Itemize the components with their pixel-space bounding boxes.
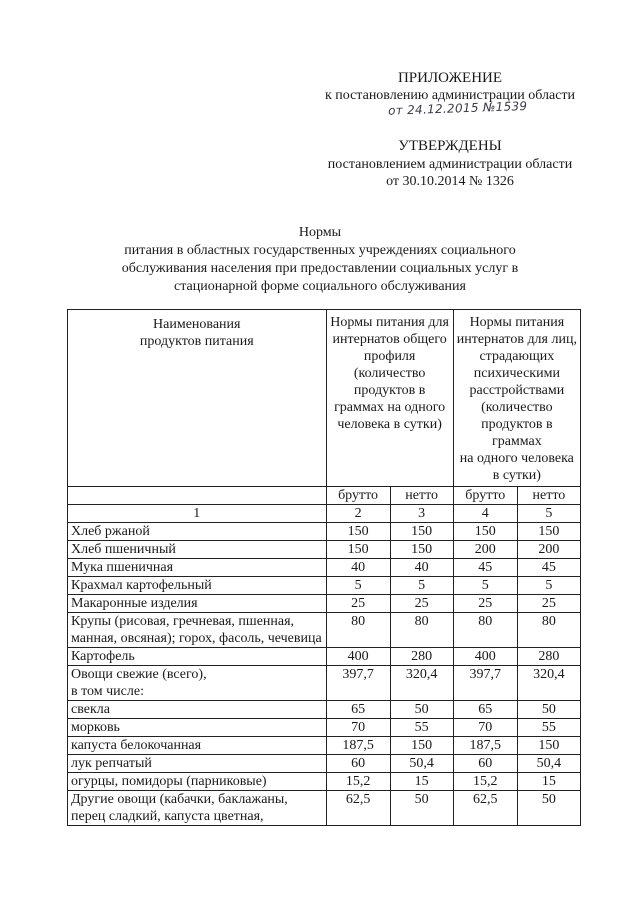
brutto-general-cell: 150 <box>326 541 390 559</box>
table-row <box>68 523 581 541</box>
brutto-general-cell: 150 <box>326 523 390 541</box>
brutto-mental-cell: 80 <box>453 613 517 648</box>
table-row <box>68 577 581 595</box>
product-name-cell: свекла <box>68 701 327 719</box>
brutto-mental-cell: 25 <box>453 595 517 613</box>
appendix-subtitle: к постановлению администрации области <box>324 88 576 103</box>
netto-mental-cell: 45 <box>517 559 580 577</box>
table-row <box>68 613 581 648</box>
netto-mental-cell: 150 <box>517 737 580 755</box>
netto-general-cell: 320,4 <box>390 666 453 701</box>
index-cell: 2 <box>326 505 390 523</box>
netto-mental-cell: 280 <box>517 648 580 666</box>
product-name-cell: Другие овощи (кабачки, баклажаны, перец сладкий, капуста цветная, <box>68 791 327 826</box>
table-row <box>68 559 581 577</box>
netto-mental-cell: 80 <box>517 613 580 648</box>
table-row <box>68 595 581 613</box>
brutto-mental-cell: 15,2 <box>453 773 517 791</box>
subheader-empty-cell <box>68 487 327 505</box>
subheader-brutto-general: брутто <box>326 487 390 505</box>
product-name-cell: Картофель <box>68 648 327 666</box>
brutto-general-cell: 62,5 <box>326 791 390 826</box>
brutto-mental-cell: 65 <box>453 701 517 719</box>
netto-mental-cell: 200 <box>517 541 580 559</box>
header-general-norms-cell: Нормы питания для интернатов общего профиля (количество продуктов в граммах на одного человека в сутки) <box>326 310 453 487</box>
product-name-cell: Мука пшеничная <box>68 559 327 577</box>
brutto-general-cell: 80 <box>326 613 390 648</box>
brutto-mental-cell: 397,7 <box>453 666 517 701</box>
table-subheader-row <box>68 487 581 505</box>
product-name-cell: лук репчатый <box>68 755 327 773</box>
index-cell: 1 <box>68 505 327 523</box>
product-name-cell: Крахмал картофельный <box>68 577 327 595</box>
approved-subtitle-line2: от 30.10.2014 № 1326 <box>386 174 514 189</box>
appendix-title: ПРИЛОЖЕНИЕ <box>397 70 503 86</box>
netto-general-cell: 150 <box>390 541 453 559</box>
approved-subtitle-line1: постановлением администрации области <box>327 157 573 172</box>
table-row <box>68 791 581 826</box>
netto-general-cell: 50 <box>390 701 453 719</box>
norms-subtitle-line3: стационарной форме социального обслуживания <box>174 279 466 294</box>
norms-table <box>67 309 581 826</box>
netto-mental-cell: 25 <box>517 595 580 613</box>
header-mental-norms-cell: Нормы питания интернатов для лиц, страдающих психическими расстройствами (количество продуктов в граммах на одного человека в сутки) <box>453 310 580 487</box>
brutto-general-cell: 15,2 <box>326 773 390 791</box>
brutto-general-cell: 400 <box>326 648 390 666</box>
subheader-netto-mental: нетто <box>517 487 580 505</box>
table-row <box>68 773 581 791</box>
netto-mental-cell: 50 <box>517 791 580 826</box>
netto-general-cell: 5 <box>390 577 453 595</box>
brutto-mental-cell: 187,5 <box>453 737 517 755</box>
netto-general-cell: 280 <box>390 648 453 666</box>
index-cell: 4 <box>453 505 517 523</box>
brutto-general-cell: 5 <box>326 577 390 595</box>
brutto-mental-cell: 200 <box>453 541 517 559</box>
netto-mental-cell: 55 <box>517 719 580 737</box>
netto-general-cell: 25 <box>390 595 453 613</box>
netto-mental-cell: 320,4 <box>517 666 580 701</box>
product-name-cell: Хлеб ржаной <box>68 523 327 541</box>
netto-general-cell: 40 <box>390 559 453 577</box>
netto-mental-cell: 50 <box>517 701 580 719</box>
netto-general-cell: 50 <box>390 791 453 826</box>
product-name-cell: Овощи свежие (всего), в том числе: <box>68 666 327 701</box>
product-name-cell: морковь <box>68 719 327 737</box>
norms-title: Нормы <box>298 225 342 240</box>
table-row <box>68 737 581 755</box>
netto-mental-cell: 5 <box>517 577 580 595</box>
table-row <box>68 666 581 701</box>
product-name-cell: капуста белокочанная <box>68 737 327 755</box>
netto-general-cell: 15 <box>390 773 453 791</box>
table-index-row <box>68 505 581 523</box>
netto-mental-cell: 15 <box>517 773 580 791</box>
product-name-cell: Хлеб пшеничный <box>68 541 327 559</box>
norms-subtitle-line1: питания в областных государственных учреждениях социального <box>124 243 516 258</box>
handwritten-date-number: от 24.12.2015 №1539 <box>387 98 528 118</box>
index-cell: 5 <box>517 505 580 523</box>
brutto-mental-cell: 62,5 <box>453 791 517 826</box>
netto-general-cell: 80 <box>390 613 453 648</box>
table-row <box>68 648 581 666</box>
table-row <box>68 755 581 773</box>
header-products-cell: Наименования продуктов питания <box>68 310 327 487</box>
subheader-netto-general: нетто <box>390 487 453 505</box>
table-row <box>68 541 581 559</box>
product-name-cell: Крупы (рисовая, гречневая, пшенная, манная, овсяная); горох, фасоль, чечевица <box>68 613 327 648</box>
product-name-cell: Макаронные изделия <box>68 595 327 613</box>
brutto-mental-cell: 60 <box>453 755 517 773</box>
table-header-row <box>68 310 581 487</box>
netto-mental-cell: 50,4 <box>517 755 580 773</box>
brutto-general-cell: 397,7 <box>326 666 390 701</box>
brutto-general-cell: 25 <box>326 595 390 613</box>
brutto-mental-cell: 5 <box>453 577 517 595</box>
brutto-general-cell: 65 <box>326 701 390 719</box>
brutto-general-cell: 60 <box>326 755 390 773</box>
table-row <box>68 701 581 719</box>
netto-general-cell: 50,4 <box>390 755 453 773</box>
brutto-mental-cell: 400 <box>453 648 517 666</box>
netto-general-cell: 150 <box>390 523 453 541</box>
table-row <box>68 719 581 737</box>
netto-mental-cell: 150 <box>517 523 580 541</box>
netto-general-cell: 55 <box>390 719 453 737</box>
product-name-cell: огурцы, помидоры (парниковые) <box>68 773 327 791</box>
index-cell: 3 <box>390 505 453 523</box>
approved-title: УТВЕРЖДЕНЫ <box>398 138 502 154</box>
brutto-mental-cell: 150 <box>453 523 517 541</box>
norms-subtitle-line2: обслуживания населения при предоставлении социальных услуг в <box>121 261 519 276</box>
brutto-mental-cell: 45 <box>453 559 517 577</box>
brutto-general-cell: 40 <box>326 559 390 577</box>
brutto-general-cell: 187,5 <box>326 737 390 755</box>
subheader-brutto-mental: брутто <box>453 487 517 505</box>
netto-general-cell: 150 <box>390 737 453 755</box>
brutto-general-cell: 70 <box>326 719 390 737</box>
brutto-mental-cell: 70 <box>453 719 517 737</box>
